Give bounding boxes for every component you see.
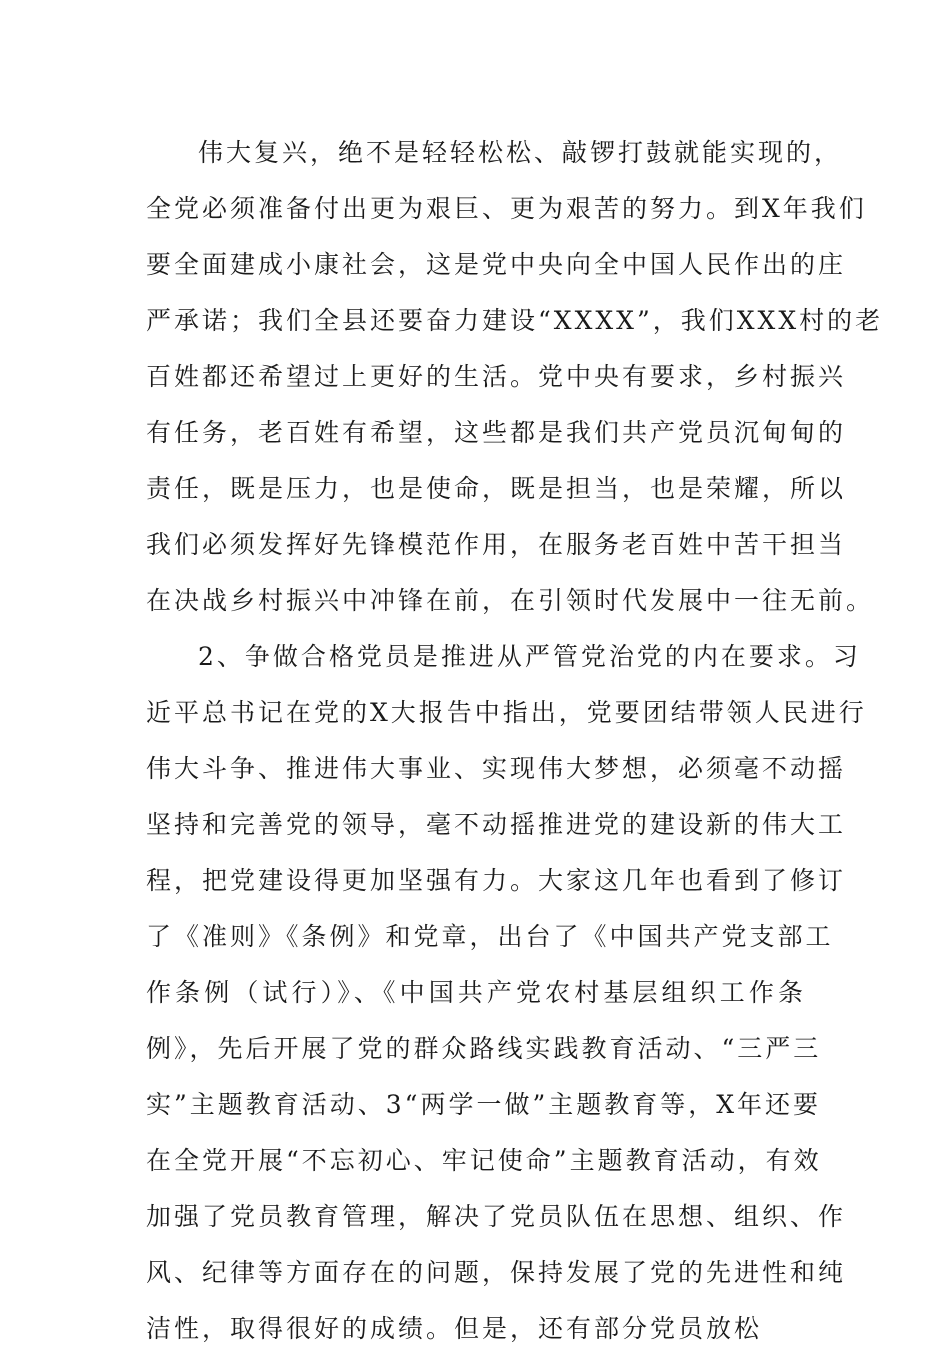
text-line: 在决战乡村振兴中冲锋在前，在引领时代发展中一往无前。	[146, 586, 875, 615]
text-line: 责任，既是压力，也是使命，既是担当，也是荣耀，所以	[146, 474, 847, 503]
text-line: 加强了党员教育管理，解决了党员队伍在思想、组织、作	[146, 1202, 847, 1231]
text-line: 2、争做合格党员是推进从严管党治党的内在要求。习	[198, 642, 861, 671]
text-line: 作条例（试行）》、《中国共产党农村基层组织工作条	[146, 978, 806, 1007]
text-line: 要全面建成小康社会，这是党中央向全中国人民作出的庄	[146, 250, 847, 279]
text-line: 程，把党建设得更加坚强有力。大家这几年也看到了修订	[146, 866, 847, 895]
text-line: 了《准则》《条例》和党章，出台了《中国共产党支部工	[146, 922, 834, 951]
text-line: 伟大复兴，绝不是轻轻松松、敲锣打鼓就能实现的，	[198, 138, 843, 167]
text-line: 我们必须发挥好先锋模范作用，在服务老百姓中苦干担当	[146, 530, 847, 559]
text-line: 全党必须准备付出更为艰巨、更为艰苦的努力。到X年我们	[146, 194, 867, 223]
text-line: 在全党开展“不忘初心、牢记使命”主题教育活动，有效	[146, 1146, 822, 1175]
text-line: 近平总书记在党的X大报告中指出，党要团结带领人民进行	[146, 698, 867, 727]
text-line: 实”主题教育活动、3“两学一做”主题教育等，X年还要	[146, 1090, 822, 1119]
text-line: 洁性，取得很好的成绩。但是，还有部分党员放松	[146, 1314, 763, 1343]
text-line: 伟大斗争、推进伟大事业、实现伟大梦想，必须毫不动摇	[146, 754, 847, 783]
text-line: 严承诺；我们全县还要奋力建设“XXXX”，我们XXX村的老	[146, 306, 884, 335]
text-line: 例》，先后开展了党的群众路线实践教育活动、“三严三	[146, 1034, 822, 1063]
body-text	[146, 125, 884, 1357]
text-line: 百姓都还希望过上更好的生活。党中央有要求，乡村振兴	[146, 362, 847, 391]
text-line: 坚持和完善党的领导，毫不动摇推进党的建设新的伟大工	[146, 810, 847, 839]
text-line: 有任务，老百姓有希望，这些都是我们共产党员沉甸甸的	[146, 418, 847, 447]
text-line: 风、纪律等方面存在的问题，保持发展了党的先进性和纯	[146, 1258, 847, 1287]
